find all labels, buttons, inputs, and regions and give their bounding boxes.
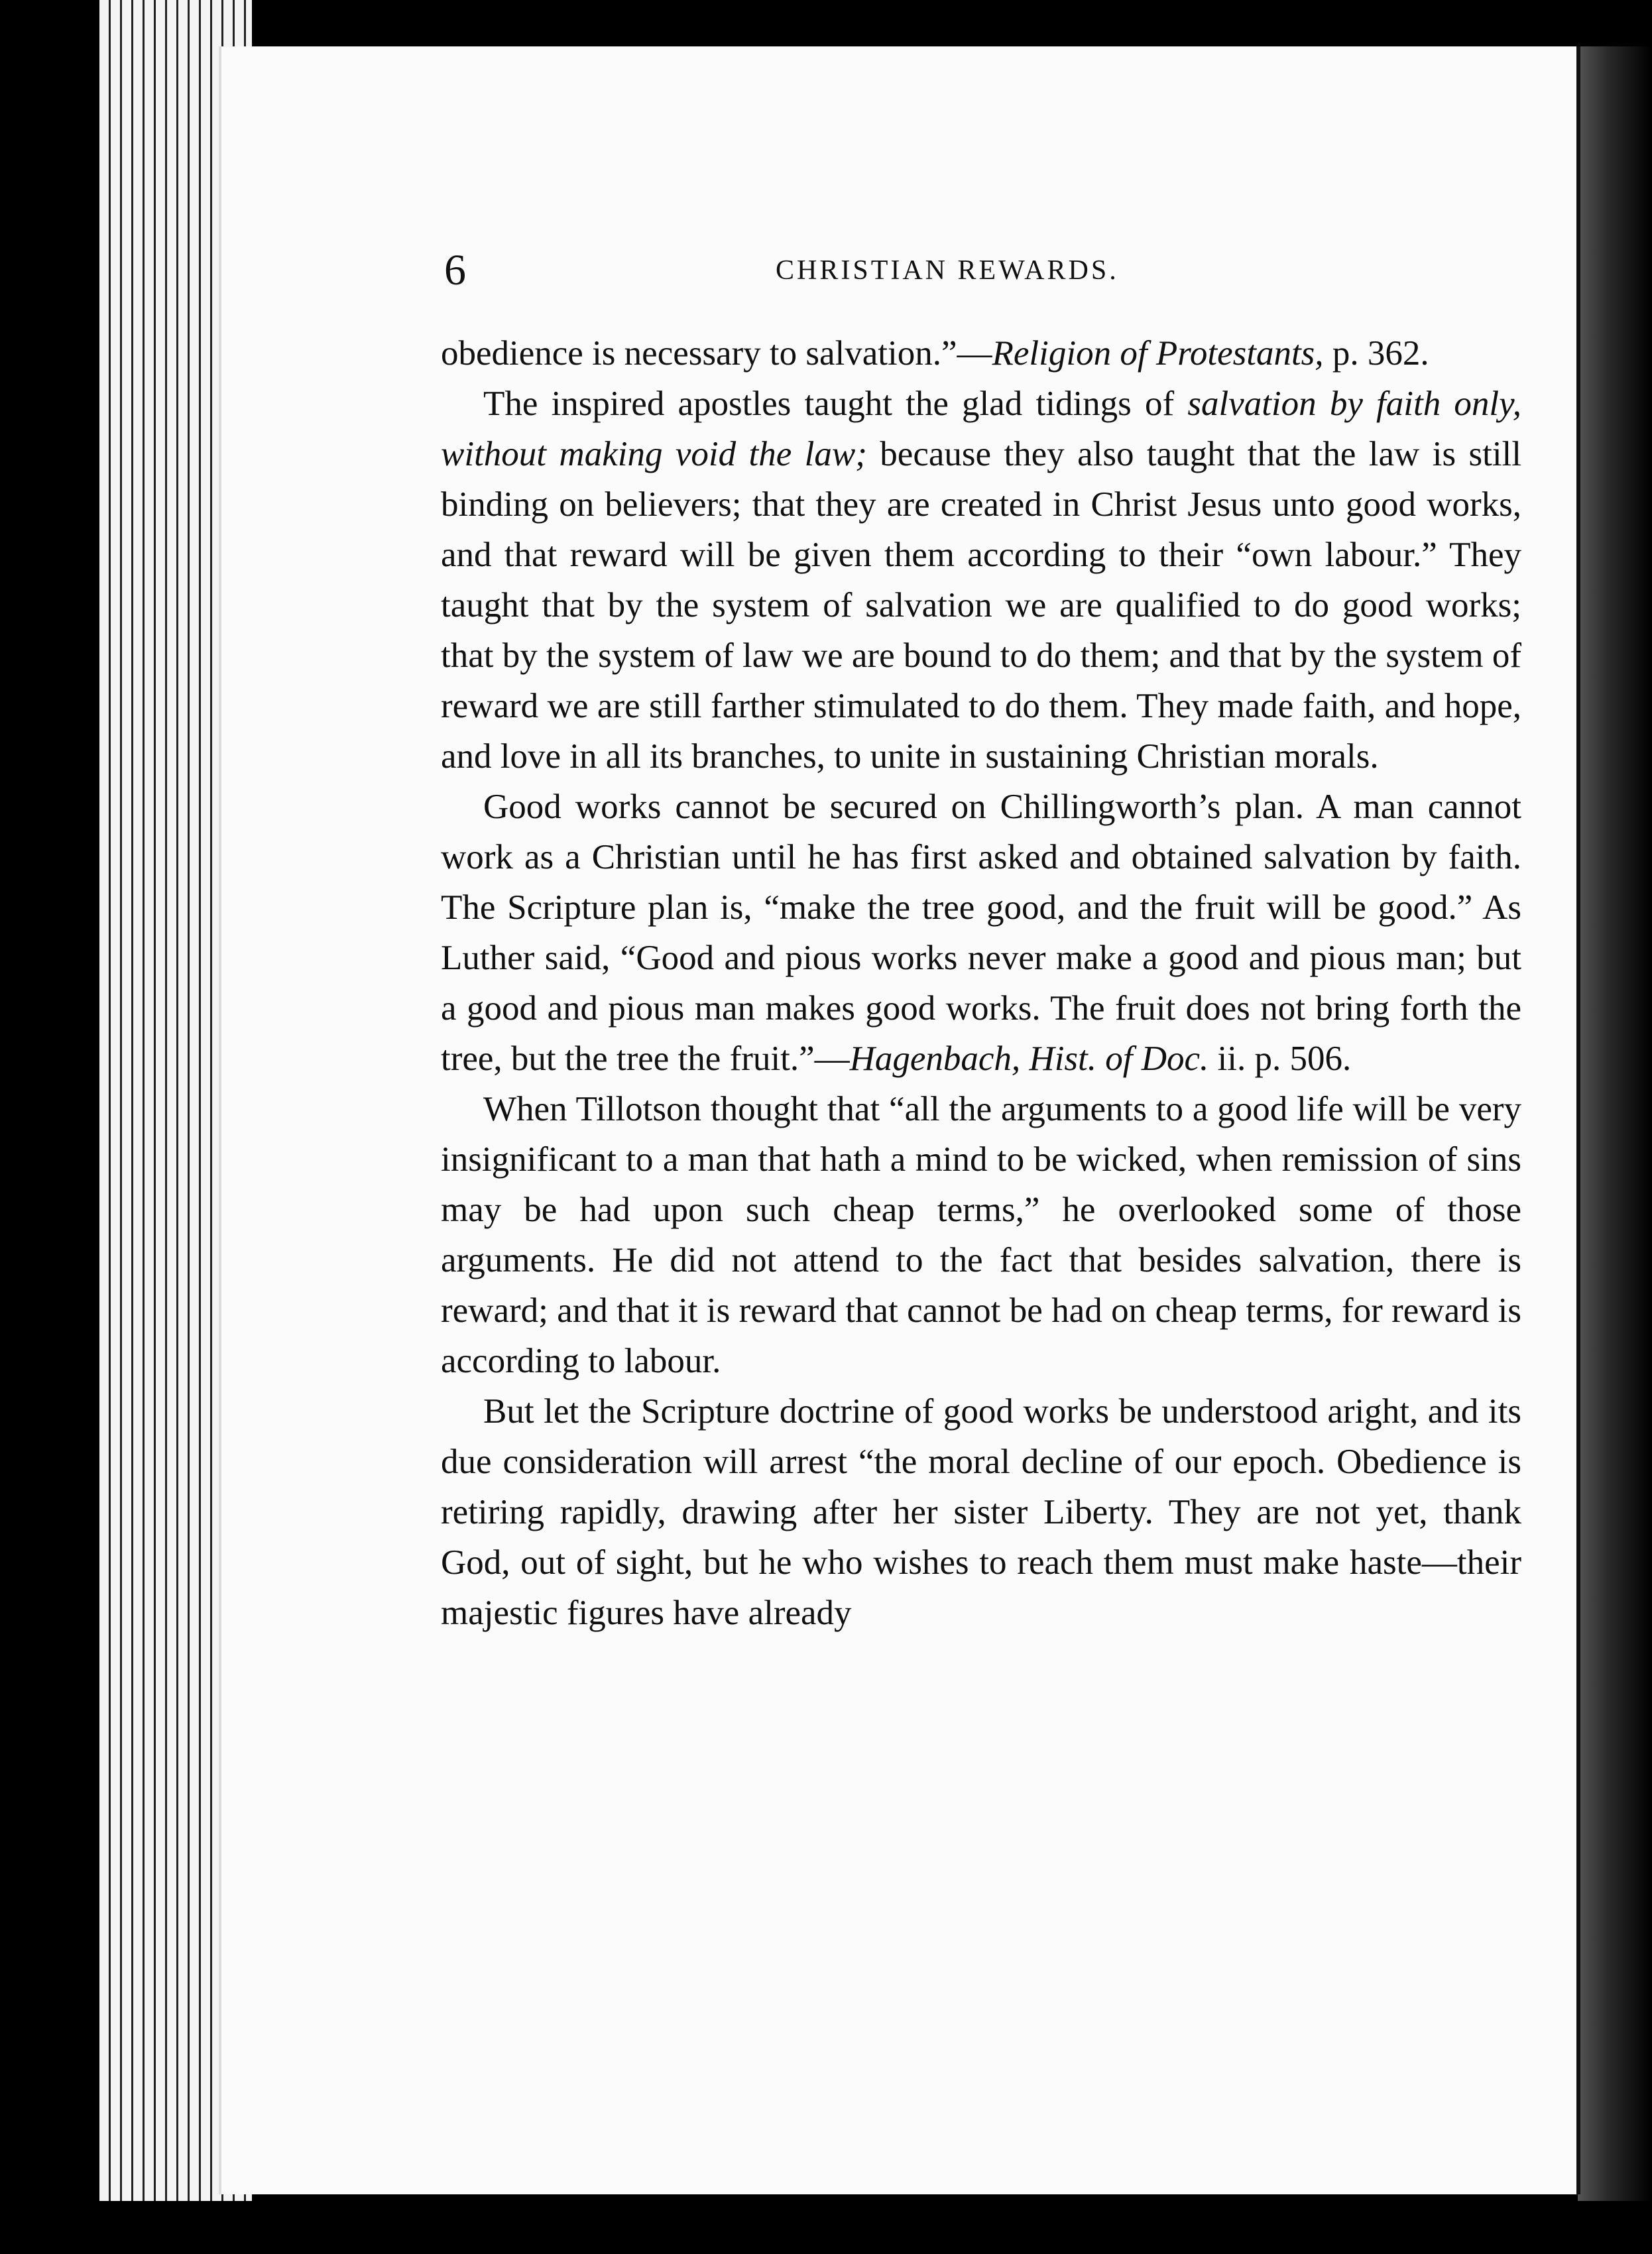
text-run: ii. p. 506. — [1209, 1039, 1352, 1078]
text-run-italic: Hagenbach, Hist. of Doc. — [849, 1039, 1209, 1078]
text-run: obedience is necessary to salvation.”— — [441, 334, 992, 373]
running-head-title: CHRISTIAN REWARDS. — [776, 255, 1119, 286]
text-run: The inspired apostles taught the glad tidings of — [483, 385, 1188, 423]
text-run-italic: Religion of Protestants, — [992, 334, 1324, 373]
running-head — [444, 245, 1525, 312]
paragraph — [441, 379, 1521, 782]
page-number: 6 — [444, 246, 466, 294]
body-text — [441, 328, 1521, 1638]
text-run: When Tillotson thought that “all the arguments to a good life will be very insignificant to a man that hath a mind to be wicked, when remission of sins may be had upon such cheap terms,” he overlooked some of those arguments. He did not attend to the fact that besides salvation, there is reward; and that it is reward that cannot be had on cheap terms, for reward is according to labour. — [441, 1090, 1521, 1380]
text-run: But let the Scripture doctrine of good works be understood aright, and its due consideration will arrest “the moral decline of our epoch. Obedience is retiring rapidly, drawing after her sister Liberty. They are not yet, thank God, out of sight, but he who wishes to reach them must make haste—their majestic figures have already — [441, 1392, 1521, 1632]
paragraph — [441, 328, 1521, 379]
binding-shadow — [1578, 46, 1652, 2254]
paragraph — [441, 782, 1521, 1084]
paragraph — [441, 1084, 1521, 1386]
scan-border — [0, 2201, 1652, 2254]
text-run-italic: salvation by faith only, without making void the law; — [441, 385, 1521, 473]
text-run: p. 362. — [1323, 334, 1429, 373]
paragraph — [441, 1386, 1521, 1638]
text-run: because they also taught that the law is still binding on believers; that they are created in Christ Jesus unto good works, and that reward will be given them according to their “own labour.” They taught that by the system of salvation we are qualified to do good works; that by the system of law we are bound to do them; and that by the system of reward we are still farther stimulated to do them. They made faith, and hope, and love in all its branches, to unite in sustaining Christian morals. — [441, 435, 1521, 776]
text-run: Good works cannot be secured on Chillingworth’s plan. A man cannot work as a Christian until he has first asked and obtained salvation by faith. The Scripture plan is, “make the tree good, and the fruit will be good.” As Luther said, “Good and pious works never make a good and pious man; but a good and pious man makes good works. The fruit does not bring forth the tree, but the tree the fruit.”— — [441, 788, 1521, 1078]
